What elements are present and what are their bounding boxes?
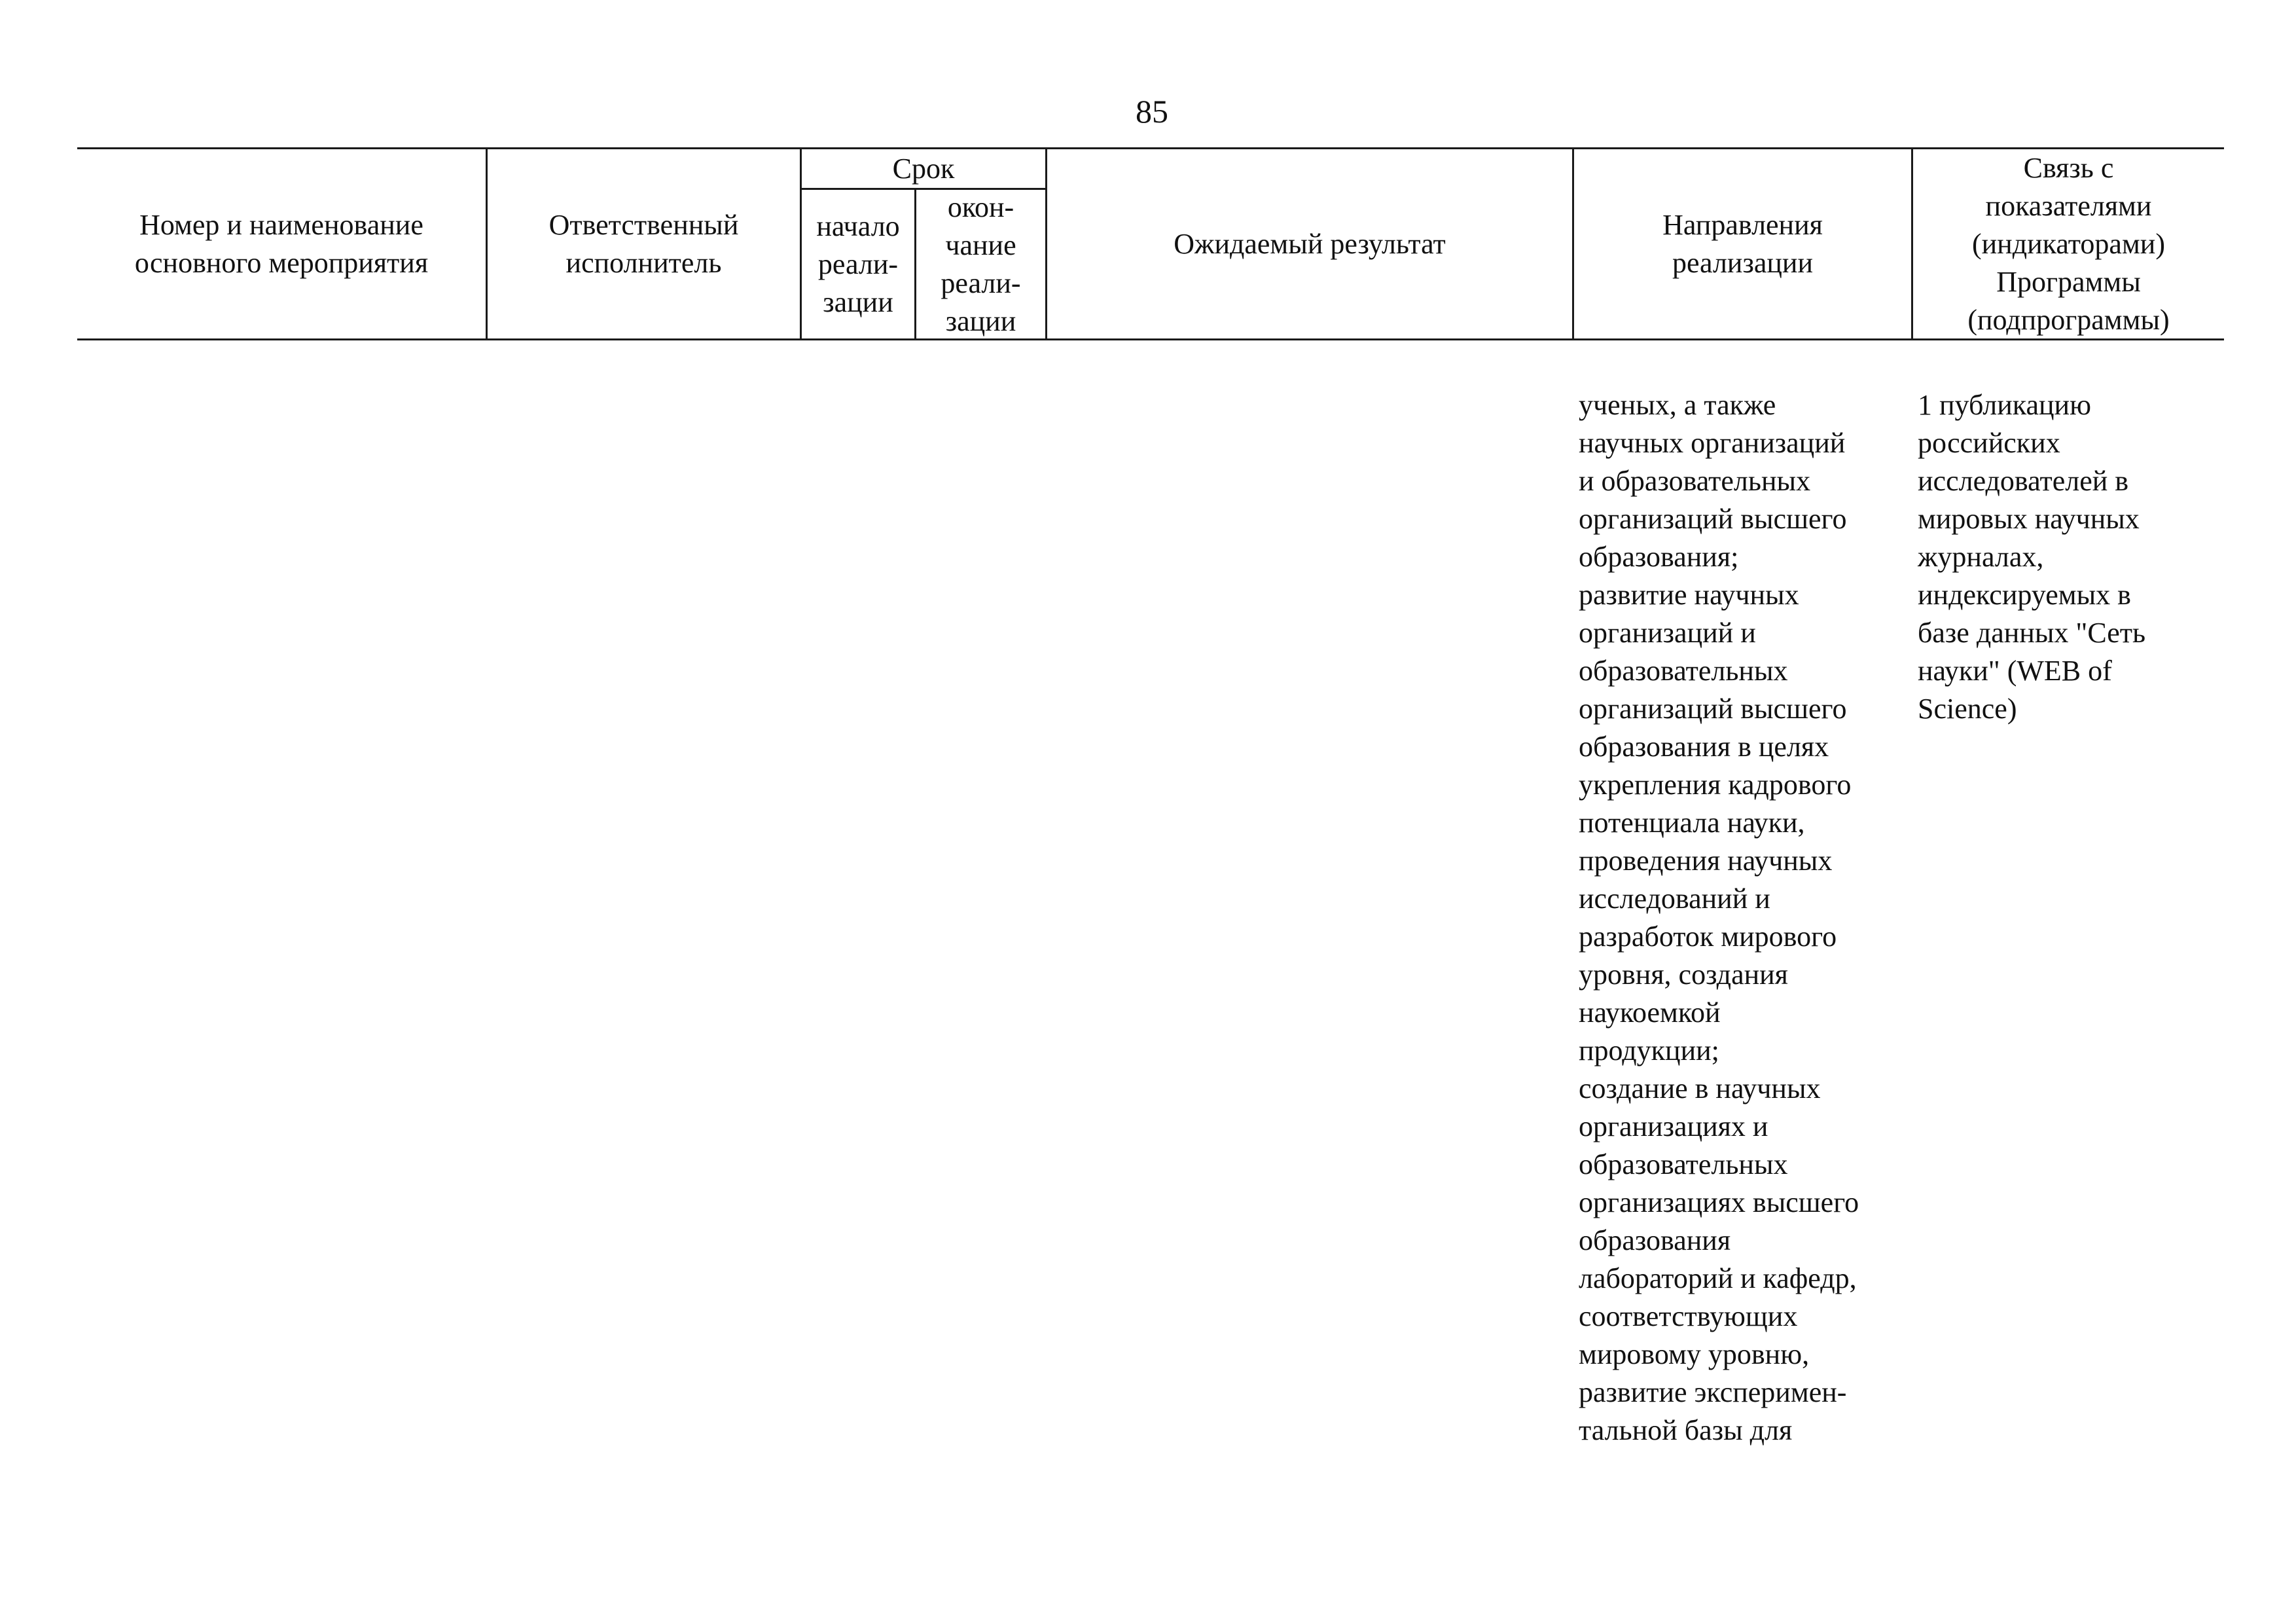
- header-event: Номер и наименование основного мероприятия: [134, 208, 429, 279]
- header-bottom-rule: [77, 338, 2224, 340]
- row-directions: ученых, а также научных организаций и образовательных организаций высшего образования; развитие научных организаций и образовательных организаций высшего образования в целях укрепления кадрового потенциала науки, проведения научных исследований и разработок мирового уровня, создания наукоемкой продукции; создание в научных организациях и образовательных организациях высшего образования лабораторий и кафедр, соответствующих мировому уровню, развитие эксперимен- тальной базы для: [1579, 389, 1859, 1446]
- header-term: Срок: [892, 152, 955, 185]
- header-start: начало реали- зации: [816, 210, 900, 318]
- page-number: 85: [1136, 93, 1168, 130]
- header-end: окон- чание реали- зации: [941, 191, 1021, 337]
- header-executor: Ответственный исполнитель: [548, 208, 739, 279]
- header-result: Ожидаемый результат: [1174, 227, 1446, 260]
- header-directions: Направления реализации: [1662, 208, 1823, 279]
- header-indicators: Связь с показателями (индикаторами) Программы (подпрограммы): [1967, 151, 2170, 336]
- row-indicators: 1 публикацию российских исследователей в мировых научных журналах, индексируемых в базе данных "Сеть науки" (WEB of Science): [1918, 389, 2146, 725]
